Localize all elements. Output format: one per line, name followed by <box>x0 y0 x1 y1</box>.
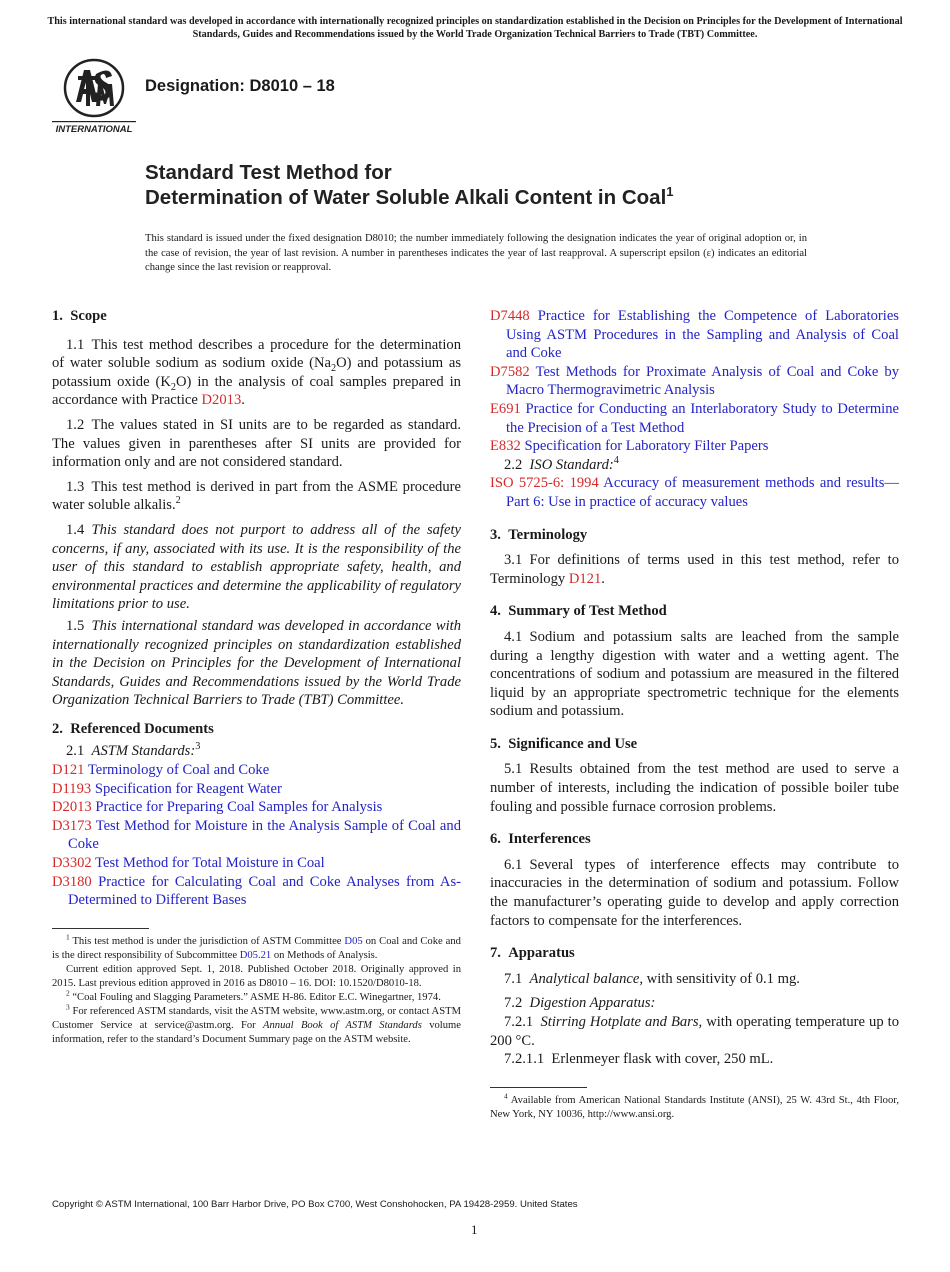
reference-code-link[interactable]: D1193 <box>52 780 92 797</box>
paragraph-2-2: 2.2 ISO Standard:$^4$ <box>504 454 619 473</box>
astm-reference-item <box>490 400 899 437</box>
section-heading-scope: 1. Scope <box>52 308 107 324</box>
section-heading-summary: 4. Summary of Test Method <box>490 603 667 620</box>
paragraph-5-1: 5.1 Results obtained from the test method are used to serve a number of interests, including the indication of possible boiler tube fouling and possible furnace corrosion problems. <box>490 761 899 815</box>
link-d05-21[interactable]: D05.21 <box>239 949 272 961</box>
reference-code-link[interactable]: D2013 <box>52 799 92 816</box>
paragraph-1-4: 1.4 This standard does not purport to address all of the safety concerns, if any, associated with its use. It is the responsibility of the user of this standard to establish appropriate safety, health, and environmental practices and determine the applicability of regulatory limitations prior to use. <box>52 521 461 613</box>
paragraph-1-1: 1.1 This test method describes a procedure for the determination of water soluble sodium as sodium oxide $(Na_2O)$ and potassium as potassium oxide $(K_2O)$ in the analysis of coal samples prepared in accordance with Practice D2013. <box>52 336 462 409</box>
reference-title-link[interactable]: Specification for Reagent Water <box>94 780 282 797</box>
astm-reference-item <box>490 307 899 363</box>
astm-logo-icon <box>52 58 136 134</box>
footnotes-left <box>52 932 461 1047</box>
link-iso-5725-6[interactable]: ISO 5725-6: 1994 <box>490 475 599 492</box>
paragraph-7-1: 7.1 Analytical balance, with sensitivity of 0.1 mg. <box>504 970 800 987</box>
reference-code-link[interactable]: E691 <box>490 400 521 417</box>
paragraph-2-1: 2.1 ASTM Standards:$^3$ <box>66 741 201 760</box>
issued-statement: This standard is issued under the fixed designation D8010; the number immediately following the designation indicates the year of original adoption or, in the case of revision, the year of last revision. A number in parentheses indicates the year of last reapproval. A superscript epsilon (ε) indicates an editorial change since the last revision or reapproval. <box>145 233 807 273</box>
paragraph-1-3: 1.3 This test method is derived in part from the ASME procedure water soluble alkalis.$^2$ <box>52 478 461 514</box>
astm-reference-item <box>52 780 461 799</box>
reference-title-link[interactable]: Terminology of Coal and Coke <box>87 762 270 779</box>
section-heading-interferences: 6. Interferences <box>490 831 591 848</box>
copyright-footer: Copyright © ASTM International, 100 Barr Harbor Drive, PO Box C700, West Conshohocken, PA 19428-2959. United States <box>52 1199 578 1210</box>
section-heading-apparatus: 7. Apparatus <box>490 945 575 962</box>
reference-code-link[interactable]: D121 <box>52 762 85 779</box>
reference-code-link[interactable]: E832 <box>490 438 521 455</box>
astm-reference-item <box>52 798 461 817</box>
paragraph-6-1: 6.1 Several types of interference effects may contribute to inaccuracies in the determination of sodium and potassium. Follow the manufacturer’s operating guide to develop and apply correction factors to compensate for the interferences. <box>490 856 899 929</box>
reference-title-link[interactable]: Practice for Establishing the Competence of Laboratories Using ASTM Procedures in the Sampling and Analysis of Coal and Coke <box>506 308 899 362</box>
left-column <box>52 307 461 1047</box>
reference-code-link[interactable]: D3173 <box>52 817 92 834</box>
reference-code-link[interactable]: D7582 <box>490 363 530 380</box>
footnote-4: $^4$ Available from American National Standards Institute (ANSI), 25 W. 43rd St., 4th Floor, New York, NY 10036, http://www.ansi.org. <box>490 1091 899 1120</box>
section-heading-referenced-documents: 2. Referenced Documents <box>52 720 214 737</box>
link-d121[interactable]: D121 <box>568 570 602 587</box>
section-heading-significance: 5. Significance and Use <box>490 735 638 752</box>
section-heading-terminology: 3. Terminology <box>490 526 588 543</box>
reference-title-link[interactable]: Specification for Laboratory Filter Papers <box>524 438 769 455</box>
reference-code-link[interactable]: D7448 <box>490 308 530 324</box>
astm-reference-item <box>52 817 461 854</box>
title-line-1: Standard Test Method for <box>145 161 392 184</box>
astm-reference-item <box>52 761 461 780</box>
paragraph-7-2: 7.2 Digestion Apparatus: <box>504 995 656 1012</box>
reference-title-link[interactable]: Practice for Calculating Coal and Coke Analyses from As-Determined to Different Bases <box>68 873 461 909</box>
paragraph-3-1: 3.1 For definitions of terms used in this test method, refer to Terminology D121. <box>490 552 899 587</box>
reference-title-link[interactable]: Test Methods for Proximate Analysis of Coal and Coke by Macro Thermogravimetric Analysis <box>506 363 899 399</box>
right-column <box>490 307 899 1122</box>
reference-title-link[interactable]: Practice for Preparing Coal Samples for Analysis <box>95 799 383 816</box>
title-line-2: Determination of Water Soluble Alkali Content in Coal$^1$ <box>145 184 674 209</box>
astm-reference-item <box>490 437 899 456</box>
reference-title-link[interactable]: Practice for Conducting an Interlaboratory Study to Determine the Precision of a Test Method <box>506 400 900 436</box>
paragraph-1-5: 1.5 This international standard was developed in accordance with internationally recognized principles on standardization established in the Decision on Principles for the Development of International Standards, Guides and Recommendations issued by the World Trade Organization Technical Barriers to Trade (TBT) Committee. <box>52 617 461 709</box>
paragraph-4-1: 4.1 Sodium and potassium salts are leached from the sample during a lengthy digestion with water and a wetting agent. The concentrations of sodium and potassium are measured in the filtered liquid by an appropriate spectrometric technique for the elements sodium and potassium. <box>490 628 899 720</box>
title-footnote-mark: 1 <box>666 184 674 200</box>
paragraph-7-2-1-1: 7.2.1.1 Erlenmeyer flask with cover, 250 mL. <box>504 1051 774 1068</box>
footnote-2: $^2$ “Coal Fouling and Slagging Parameters.” ASME H-86. Editor E.C. Winegartner, 1974. <box>66 988 441 1003</box>
reference-title-link[interactable]: Test Method for Moisture in the Analysis Sample of Coal and Coke <box>68 817 461 853</box>
astm-reference-item <box>52 854 461 873</box>
reference-code-link[interactable]: D3302 <box>52 855 92 872</box>
paragraph-7-2-1: 7.2.1 Stirring Hotplate and Bars, with operating temperature up to 200 °C. <box>490 1014 899 1049</box>
iso-reference <box>490 474 899 511</box>
reference-title-link[interactable]: Test Method for Total Moisture in Coal <box>95 855 325 872</box>
paragraph-1-2: 1.2 The values stated in SI units are to be regarded as standard. The values given in parentheses after SI units are provided for information only and are not considered standard. <box>52 416 461 471</box>
link-d2013[interactable]: D2013 <box>201 392 242 409</box>
iso-reference-title[interactable]: Accuracy of measurement methods and results—Part 6: Use in practice of accuracy values <box>506 475 900 510</box>
footnote-3: $^3$ For referenced ASTM standards, visit the ASTM website, www.astm.org, or contact ASTM Customer Service at service@astm.org. For Annual Book of ASTM Standards volume information, refer to the standard’s Document Summary page on the ASTM website. <box>52 1002 461 1045</box>
astm-standards-list-right <box>490 307 899 456</box>
standard-notice: This international standard was developed in accordance with internationally recognized principles on standardization established in the Decision on Principles for the Development of International Standards, Guides and Recommendations issued by the World Trade Organization Technical Barriers to Trade (TBT) Committee. <box>47 16 903 40</box>
astm-reference-item <box>490 363 899 400</box>
link-d05[interactable]: D05 <box>344 935 363 947</box>
astm-reference-item <box>52 873 461 910</box>
document-title <box>145 160 674 210</box>
designation: Designation: D8010 – 18 <box>145 77 335 95</box>
astm-wordmark: INTERNATIONAL <box>55 124 133 134</box>
footnotes-right <box>490 1091 899 1122</box>
astm-logo <box>52 58 136 134</box>
astm-standards-list-left <box>52 761 461 910</box>
footnote-1-edition: Current edition approved Sept. 1, 2018. Published October 2018. Originally approved in 2015. Last previous edition approved in 2016 as D8010 – 16. DOI: 10.1520/D8010-18. <box>52 963 461 989</box>
reference-code-link[interactable]: D3180 <box>52 873 92 890</box>
page-number: 1 <box>471 1222 478 1237</box>
footnote-1: $^1$ This test method is under the jurisdiction of ASTM Committee D05 on Coal and Coke and is the direct responsibility of Subcommittee D05.21 on Methods of Analysis. <box>52 932 461 961</box>
